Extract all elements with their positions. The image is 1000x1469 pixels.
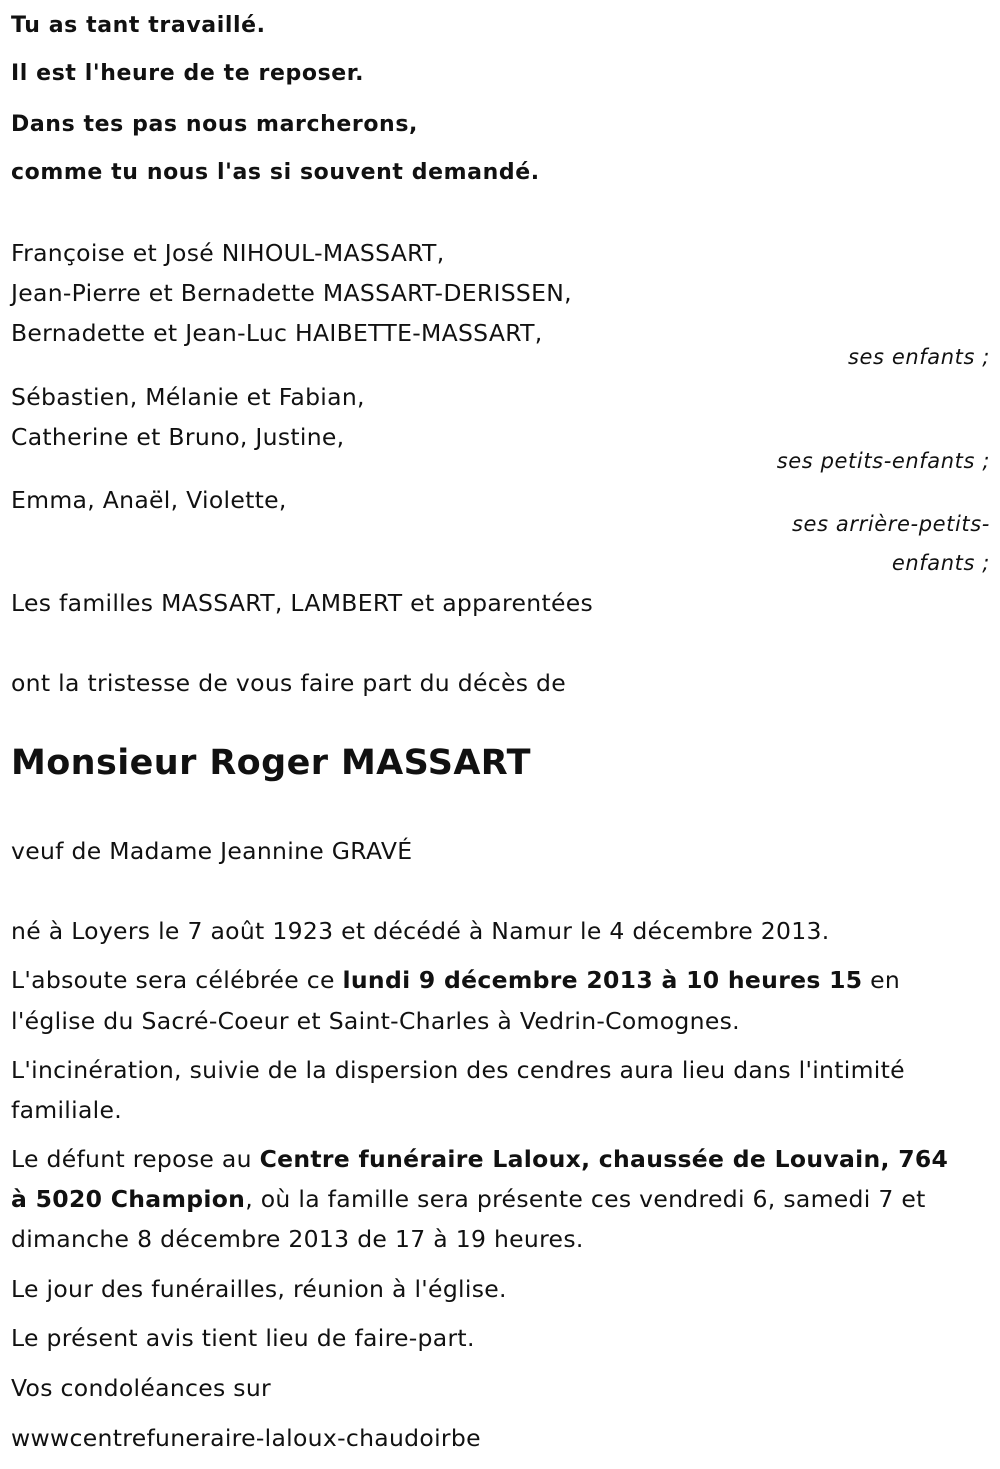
child-family-1: Françoise et José NIHOUL-MASSART, — [11, 239, 445, 267]
grandchildren-line-2: Catherine et Bruno, Justine, — [11, 423, 345, 451]
incineration-line-2: familiale. — [11, 1096, 123, 1124]
repose-line-1 — [11, 1144, 948, 1174]
website-link[interactable]: wwwcentrefuneraire-laloux-chaudoirbe — [11, 1424, 481, 1452]
repose-place-2: à 5020 Champion — [11, 1185, 246, 1213]
poem-line-1: Tu as tant travaillé. — [11, 13, 266, 38]
child-family-3: Bernadette et Jean-Luc HAIBETTE-MASSART, — [11, 319, 543, 347]
notice: Le présent avis tient lieu de faire-part. — [11, 1324, 475, 1352]
absoute-suffix: en — [862, 966, 901, 994]
absoute-line-1 — [11, 965, 900, 995]
poem-line-3: Dans tes pas nous marcherons, — [11, 112, 418, 137]
absoute-prefix: L'absoute sera célébrée ce — [11, 966, 343, 994]
repose-suffix: , où la famille sera présente ces vendredi 6, samedi 7 et — [245, 1185, 926, 1213]
absoute-line-2: l'église du Sacré-Coeur et Saint-Charles à Vedrin-Comognes. — [11, 1007, 740, 1035]
birth-death: né à Loyers le 7 août 1923 et décédé à Namur le 4 décembre 2013. — [11, 917, 830, 945]
absoute-date: lundi 9 décembre 2013 à 10 heures 15 — [342, 966, 863, 994]
repose-place-1: Centre funéraire Laloux, chaussée de Louvain, 764 — [259, 1145, 949, 1173]
incineration-line-1: L'incinération, suivie de la dispersion des cendres aura lieu dans l'intimité — [11, 1056, 905, 1084]
relation-grandchildren: ses petits-enfants ; — [776, 449, 990, 473]
widower: veuf de Madame Jeannine GRAVÉ — [11, 837, 413, 865]
child-family-2: Jean-Pierre et Bernadette MASSART-DERISSEN, — [11, 279, 572, 307]
condolences: Vos condoléances sur — [11, 1374, 272, 1402]
funeral-day: Le jour des funérailles, réunion à l'église. — [11, 1275, 507, 1303]
repose-prefix: Le défunt repose au — [11, 1145, 260, 1173]
families: Les familles MASSART, LAMBERT et apparentées — [11, 589, 594, 617]
deceased-name: Monsieur Roger MASSART — [11, 743, 531, 783]
relation-great-grandchildren-1: ses arrière-petits- — [792, 512, 990, 536]
grandchildren-line-1: Sébastien, Mélanie et Fabian, — [11, 383, 365, 411]
relation-great-grandchildren-2: enfants ; — [891, 551, 990, 575]
poem-line-4: comme tu nous l'as si souvent demandé. — [11, 160, 540, 185]
repose-line-3: dimanche 8 décembre 2013 de 17 à 19 heures. — [11, 1225, 584, 1253]
announcement: ont la tristesse de vous faire part du décès de — [11, 669, 566, 697]
great-grandchildren: Emma, Anaël, Violette, — [11, 486, 287, 514]
poem-line-2: Il est l'heure de te reposer. — [11, 61, 365, 86]
relation-children: ses enfants ; — [847, 345, 990, 369]
repose-line-2 — [11, 1184, 926, 1214]
